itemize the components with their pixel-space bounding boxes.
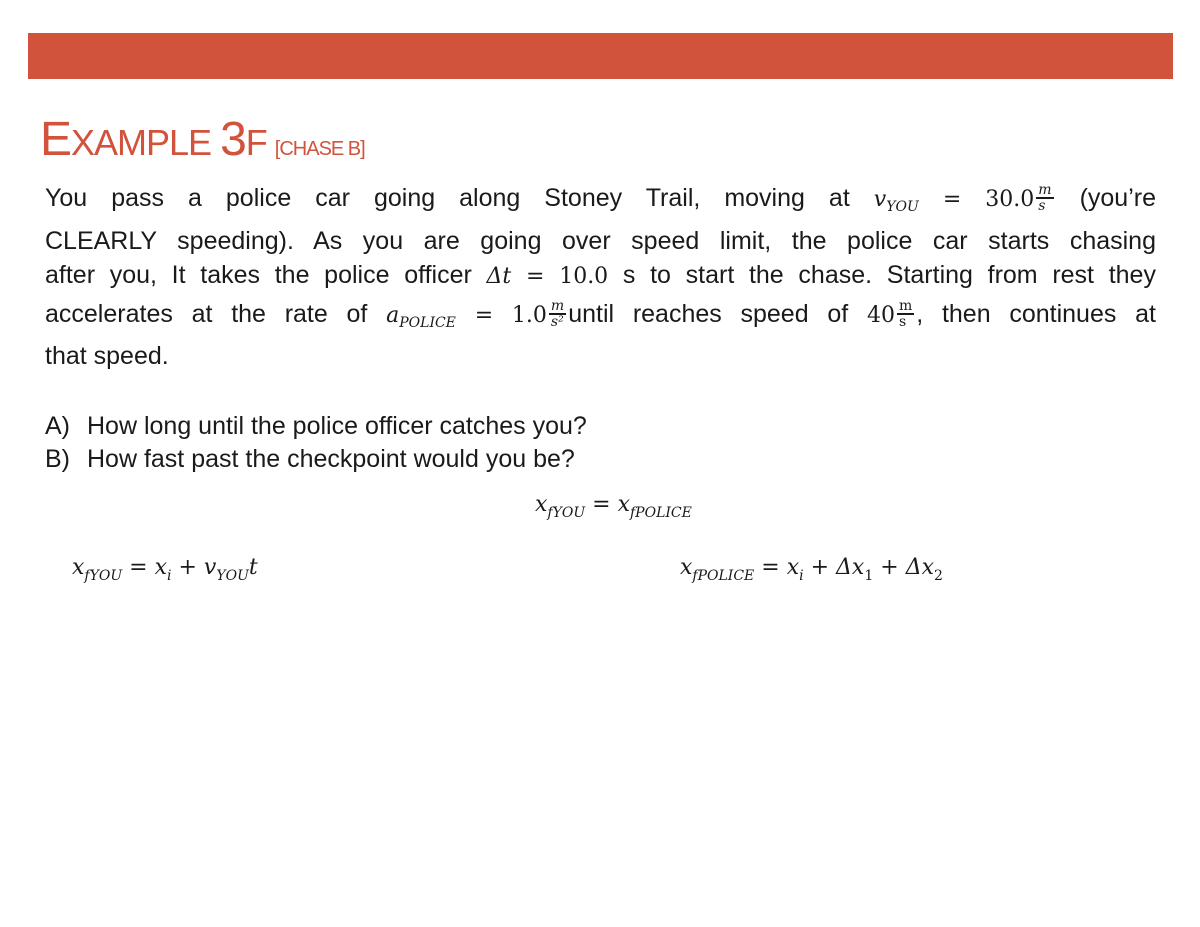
eq-left-t: t xyxy=(248,555,258,580)
problem-line-3 xyxy=(45,257,1156,295)
title-letter: F xyxy=(245,122,267,163)
title-number: 3 xyxy=(220,113,246,166)
problem-line-4-end: , then continues at xyxy=(916,300,1156,328)
unit-m: m xyxy=(1038,182,1052,198)
v-var: v xyxy=(873,187,887,212)
eq-right-dx2: Δx xyxy=(905,555,934,580)
a-var: a xyxy=(386,303,400,328)
eq-left-plus: + xyxy=(178,555,197,580)
slide-title xyxy=(40,112,365,167)
eq-right-dx1: Δx xyxy=(836,555,865,580)
eq-left-t2-sub: YOU xyxy=(216,568,249,584)
unit-s: s xyxy=(1036,197,1053,213)
unit-m-2: m xyxy=(550,298,565,314)
problem-line-1-text: You pass a police car going along Stoney Trail, moving at xyxy=(45,184,850,212)
a-police-math xyxy=(386,298,568,331)
problem-line-4-text: accelerates at the rate of xyxy=(45,300,368,328)
equation-left xyxy=(72,555,258,584)
problem-line-2-text: CLEARLY speeding). As you are going over speed limit, the police car starts chasing xyxy=(45,227,1156,255)
eq-right-lhs-sub: fPOLICE xyxy=(692,568,755,584)
title-tag: [CHASE B] xyxy=(274,138,365,160)
eq-center-rhs-sub: fPOLICE xyxy=(629,505,692,521)
v-sub: YOU xyxy=(886,199,919,215)
problem-line-5-text: that speed. xyxy=(45,342,169,370)
eq-left-op: = xyxy=(129,555,148,580)
question-list xyxy=(45,410,587,476)
question-b xyxy=(45,443,587,476)
problem-line-5 xyxy=(45,338,1156,374)
delta-t-math xyxy=(487,264,609,289)
equation-center xyxy=(535,492,692,521)
eq-right-dx1-sub: 1 xyxy=(864,568,874,584)
eq-right-dx2-sub: 2 xyxy=(934,568,943,584)
speed-math xyxy=(866,298,916,330)
eq-right-plus2: + xyxy=(880,555,899,580)
question-b-label: B) xyxy=(45,445,70,473)
problem-line-2 xyxy=(45,223,1156,259)
question-a-text: How long until the police officer catches you? xyxy=(87,412,587,440)
eq-left-t1: x xyxy=(154,555,167,580)
eq-right-t1: x xyxy=(786,555,800,580)
speed-value: 40 xyxy=(866,303,895,328)
dt-symbol: Δt xyxy=(486,264,512,289)
v-value: = 30.0 xyxy=(942,187,1035,212)
a-value: = 1.0 xyxy=(474,303,547,328)
dt-value: = 10.0 xyxy=(526,264,609,289)
v-you-math xyxy=(873,182,1056,215)
problem-line-3-text: after you, It takes the police officer xyxy=(45,261,472,289)
eq-right-op: = xyxy=(761,555,780,580)
a-sub: POLICE xyxy=(399,315,456,331)
problem-line-3-end: s to start the chase. Starting from rest they xyxy=(622,261,1156,289)
eq-right-t1-sub: i xyxy=(799,568,804,584)
eq-center-op: = xyxy=(592,492,611,517)
unit-s2: s² xyxy=(549,313,566,329)
title-e: E xyxy=(40,113,72,166)
eq-left-lhs-sub: fYOU xyxy=(84,568,123,584)
eq-right-plus1: + xyxy=(810,555,830,580)
eq-right-lhs: x xyxy=(680,555,693,580)
question-a-label: A) xyxy=(45,412,70,440)
unit-s-3: s xyxy=(897,313,914,329)
equation-right xyxy=(680,555,943,584)
header-banner xyxy=(28,33,1173,79)
unit-m-per-s-speed xyxy=(897,299,914,329)
eq-center-lhs: x xyxy=(535,492,548,517)
unit-m-per-s2 xyxy=(549,299,566,329)
unit-m-per-s xyxy=(1036,183,1053,213)
question-a xyxy=(45,410,587,443)
title-xample: XAMPLE xyxy=(71,122,221,163)
eq-left-t1-sub: i xyxy=(166,568,172,584)
problem-line-1 xyxy=(45,180,1156,225)
eq-center-rhs: x xyxy=(617,492,630,517)
problem-line-1-end: (you’re xyxy=(1079,184,1156,212)
eq-left-t2: v xyxy=(203,555,217,580)
unit-m-3: m xyxy=(898,298,913,314)
problem-line-4 xyxy=(45,296,1156,341)
question-b-text: How fast past the checkpoint would you be? xyxy=(87,445,575,473)
eq-center-lhs-sub: fYOU xyxy=(547,505,586,521)
eq-left-lhs: x xyxy=(72,555,85,580)
problem-line-4-mid: until reaches speed of xyxy=(568,300,849,328)
